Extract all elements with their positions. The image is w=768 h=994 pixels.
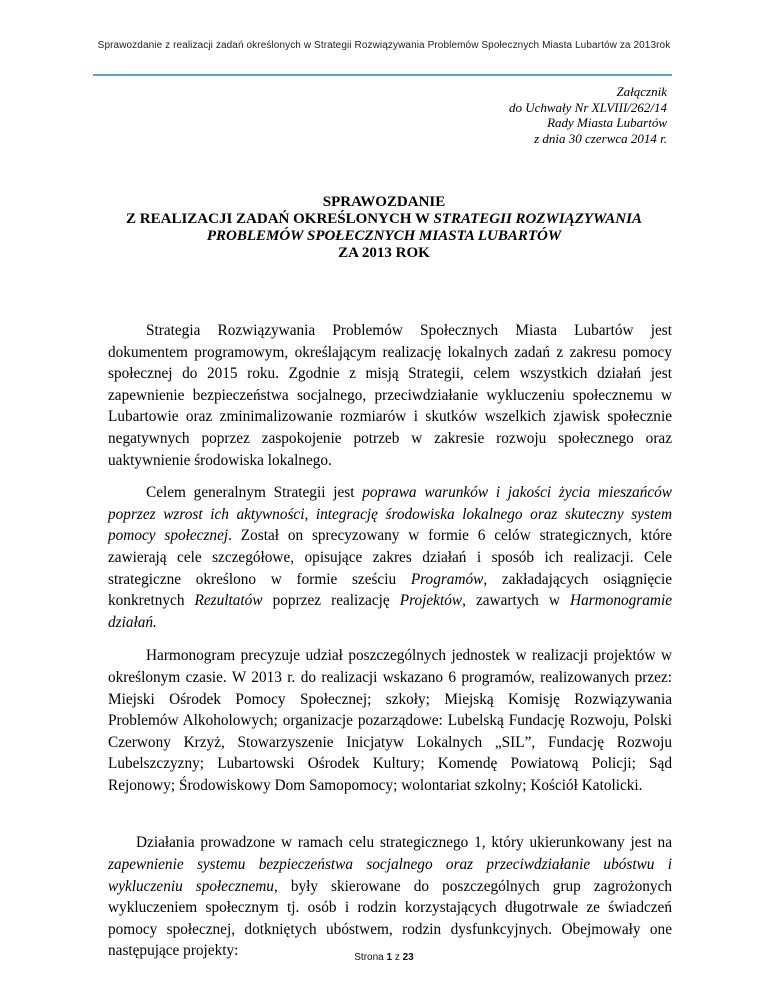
paragraph-intro: Strategia Rozwiązywania Problemów Społecznych Miasta Lubartów jest dokumentem programowym, określającym realizację lokalnych zadań z zakresu pomocy społecznej do 2015 roku. Zgodnie z misją Strategii, celem wszystkich działań jest zapewnienie bezpieczeństwa socjalnego, przeciwdziałanie wykluczeniu społecznemu w Lubartowie oraz zminimalizowanie rozmiarów i skutków wszelkich zjawisk społecznie negatywnych poprzez zaspokojenie potrzeb w zakresie rozwoju społecznego oraz uaktywnienie środowiska lokalnego. [108,322,672,469]
document-title [0,194,768,262]
title-line: SPRAWOZDANIE [322,194,446,210]
header-rule [93,74,672,76]
footer-sep: z [392,952,403,963]
paragraph-goal: Celem generalnym Strategii jest poprawa warunków i jakości życia mieszańców poprzez wzrost ich aktywności, integrację środowiska lokalnego oraz skuteczny system pomocy społecznej. Został on sprecyzowany w formie 6 celów strategicznych, które zawierają cele szczegółowe, opisujące zakres działań i sposób ich realizacji. Cele strategiczne określono w formie sześciu Programów, zakładających osiągnięcie konkretnych Rezultatów poprzez realizację Projektów, zawartych w Harmonogramie działań. [108,484,672,631]
title-line: ZA 2013 ROK [338,245,430,261]
annex-note [509,84,667,146]
title-text-italic: PROBLEMÓW SPOŁECZNYCH MIASTA LUBARTÓW [206,228,562,244]
document-body [108,320,672,962]
annex-line: z dnia 30 czerwca 2014 r. [534,130,667,146]
running-header: Sprawozdanie z realizacji zadań określonych w Strategii Rozwiązywania Problemów Społecznych Miasta Lubartów za 2013rok [97,40,671,51]
title-text-italic: STRATEGII ROZWIĄZYWANIA [433,211,642,227]
paragraph-schedule: Harmonogram precyzuje udział poszczególnych jednostek w realizacji projektów w określonym czasie. W 2013 r. do realizacji wskazano 6 programów, realizowanych przez: Miejski Ośrodek Pomocy Społecznej; szkoły; Miejską Komisję Rozwiązywania Problemów Alkoholowych; organizacje pozarządowe: Lubelską Fundację Rozwoju, Polski Czerwony Krzyż, Stowarzyszenie Inicjatyw Lokalnych „SIL”, Fundację Rozwoju Lubelszczyzny; Lubartowski Ośrodek Kultury; Komendę Powiatową Policji; Sąd Rejonowy; Środowiskowy Dom Samopomocy; wolontariat szkolny; Kościół Katolicki. [108,647,672,794]
annex-line: do Uchwały Nr XLVIII/262/14 [508,99,667,115]
paragraph-goal-1: Działania prowadzone w ramach celu strategicznego 1, który ukierunkowany jest na zapewnienie systemu bezpieczeństwa socjalnego oraz przeciwdziałanie ubóstwu i wykluczeniu społecznemu, były skierowane do poszczególnych grup zagrożonych wykluczeniem społecznym tj. osób i rodzin korzystających długotrwale ze świadczeń pomocy społecznej, dotkniętych ubóstwem, rodzin dysfunkcyjnych. Obejmowały one następujące projekty: [108,834,673,960]
footer-prefix: Strona [354,952,387,963]
title-line [0,228,768,245]
annex-line: Załącznik [616,84,667,99]
page-footer [0,952,768,963]
annex-line: Rady Miasta Lubartów [547,115,667,130]
page-total: 23 [402,952,414,963]
title-text: Z REALIZACJI ZADAŃ OKREŚLONYCH W [126,211,434,227]
title-line [0,211,768,228]
page-number: 1 [386,952,393,963]
